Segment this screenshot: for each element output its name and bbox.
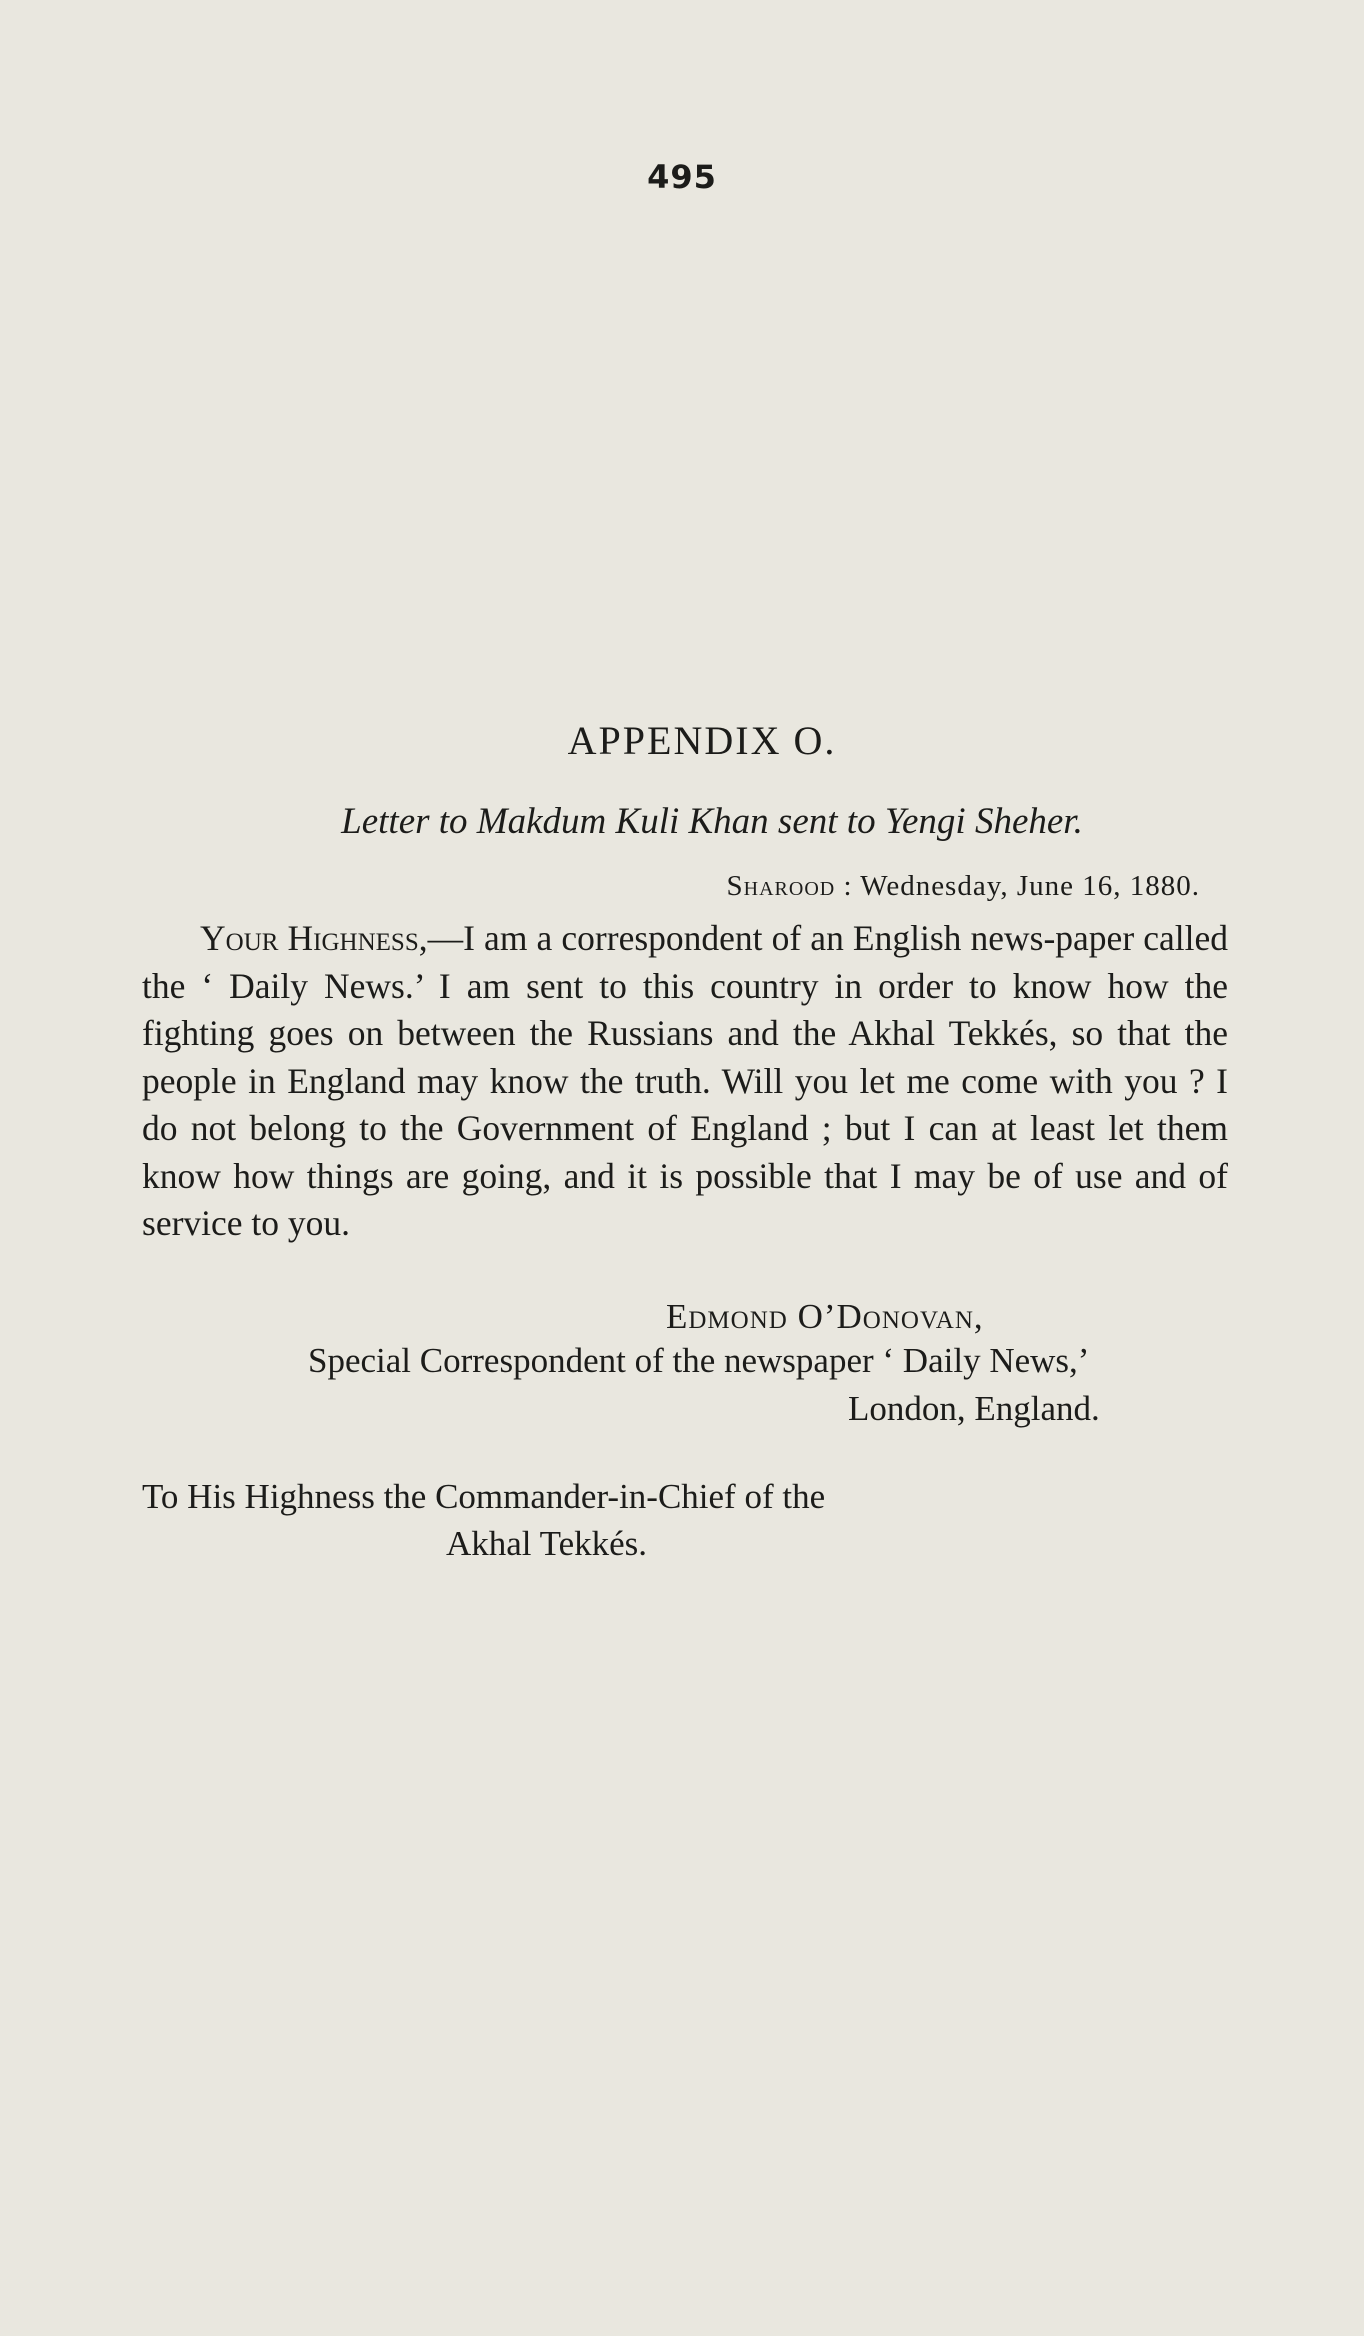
letter-body — [142, 915, 1228, 1248]
address-line-2: Akhal Tekkés. — [446, 1524, 648, 1563]
letter-subtitle: Letter to Makdum Kuli Khan sent to Yengi Sheher. — [341, 801, 1083, 842]
address-line-1: To His Highness the Commander-in-Chief of the — [142, 1477, 826, 1516]
dateline-date: : Wednesday, June 16, 1880. — [843, 870, 1200, 902]
salutation: Your Highness, — [200, 918, 428, 958]
signature-name: Edmond O’Donovan, — [666, 1297, 984, 1336]
signature-title: Special Correspondent of the newspaper ‘ Daily News,’ — [308, 1341, 1090, 1380]
letter-body-text: —I am a correspondent of an English news-paper called the ‘ Daily News.’ I am sent to this country in order to know how the fighting goes on between the Russians and the Akhal Tekkés, so that the people in England may know the truth. Will you let me come with you ? I do not belong to the Government of England ; but I can at least let them know how things are going, and it is possible that I may be of use and of service to you. — [142, 918, 1228, 1243]
dateline — [727, 870, 1200, 903]
signature-place: London, England. — [848, 1389, 1100, 1428]
page-number: 495 — [647, 158, 717, 196]
dateline-place: Sharood — [726, 870, 836, 902]
appendix-title: APPENDIX O. — [567, 718, 837, 763]
